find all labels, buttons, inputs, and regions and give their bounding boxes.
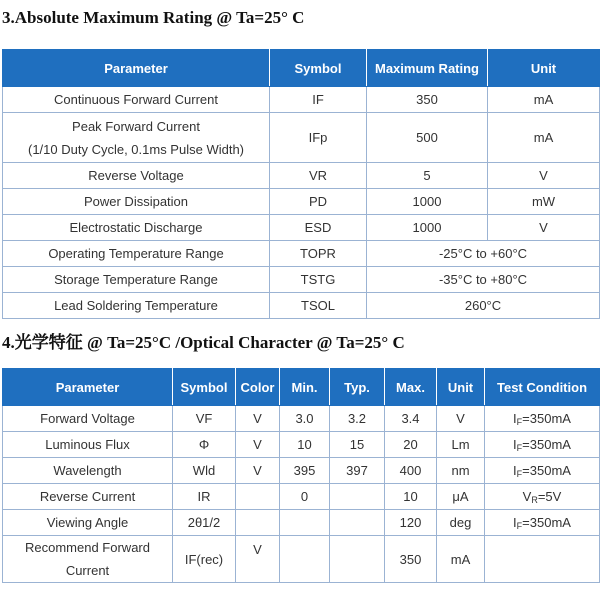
table-header-row	[3, 369, 600, 406]
section-3-title: 3.Absolute Maximum Rating @ Ta=25° C	[2, 8, 305, 27]
section-4-title: 4.光学特征 @ Ta=25°C /Optical Character @ Ta=25° C	[2, 333, 405, 352]
table-row	[3, 510, 600, 536]
param-line-1: Peak Forward Current	[72, 118, 200, 134]
cell-parameter: Luminous Flux	[3, 432, 173, 458]
cell-symbol: IFp	[270, 113, 367, 163]
header-symbol: Symbol	[270, 50, 367, 87]
header-symbol: Symbol	[173, 369, 236, 406]
cell-min: 395	[280, 458, 330, 484]
cell-rating: 1000	[367, 189, 488, 215]
table-row	[3, 293, 600, 319]
param-line-2: (1/10 Duty Cycle, 0.1ms Pulse Width)	[27, 141, 245, 157]
cell-unit: mA	[488, 113, 600, 163]
table-header-row	[3, 50, 600, 87]
cell-rating: -25°C to +60°C	[367, 241, 600, 267]
cell-max: 3.4	[385, 406, 437, 432]
cell-unit: V	[488, 215, 600, 241]
absolute-max-rating-table	[2, 49, 600, 319]
table-row	[3, 406, 600, 432]
header-maximum-rating: Maximum Rating	[367, 50, 488, 87]
header-test-condition: Test Condition	[485, 369, 600, 406]
cell-symbol: TSOL	[270, 293, 367, 319]
cell-symbol: IF	[270, 87, 367, 113]
table-row	[3, 432, 600, 458]
cell-parameter: Electrostatic Discharge	[3, 215, 270, 241]
cell-unit: deg	[437, 510, 485, 536]
cell-unit: V	[488, 163, 600, 189]
cell-max: 350	[385, 536, 437, 583]
cell-unit: mA	[437, 536, 485, 583]
header-parameter: Parameter	[3, 369, 173, 406]
table-row	[3, 458, 600, 484]
cell-symbol: TSTG	[270, 267, 367, 293]
cell-max: 10	[385, 484, 437, 510]
cell-test-condition: $I_F=350mA$	[485, 432, 600, 458]
cell-min: 3.0	[280, 406, 330, 432]
cell-parameter: Power Dissipation	[3, 189, 270, 215]
cell-symbol: ESD	[270, 215, 367, 241]
header-min: Min.	[280, 369, 330, 406]
cell-typ: 15	[330, 432, 385, 458]
header-unit: Unit	[437, 369, 485, 406]
cell-min: 10	[280, 432, 330, 458]
cell-parameter: Operating Temperature Range	[3, 241, 270, 267]
cell-unit: mW	[488, 189, 600, 215]
cell-rating: 1000	[367, 215, 488, 241]
cell-test-condition: $I_F=350mA$	[485, 406, 600, 432]
cell-min	[280, 510, 330, 536]
cell-symbol: PD	[270, 189, 367, 215]
header-color: Color	[236, 369, 280, 406]
header-parameter: Parameter	[3, 50, 270, 87]
cell-typ	[330, 484, 385, 510]
table-row	[3, 215, 600, 241]
cell-parameter: Storage Temperature Range	[3, 267, 270, 293]
cell-min: 0	[280, 484, 330, 510]
cell-symbol: VF	[173, 406, 236, 432]
header-unit: Unit	[488, 50, 600, 87]
cell-unit: mA	[488, 87, 600, 113]
cell-max: 400	[385, 458, 437, 484]
cell-color: V	[236, 458, 280, 484]
table-row	[3, 87, 600, 113]
cell-test-condition: $V_R=5V$	[485, 484, 600, 510]
cell-parameter: Lead Soldering Temperature	[3, 293, 270, 319]
cell-test-condition: $I_F=350mA$	[485, 510, 600, 536]
table-row	[3, 267, 600, 293]
cell-unit: μA	[437, 484, 485, 510]
cell-typ	[330, 536, 385, 583]
cell-unit: V	[437, 406, 485, 432]
cell-min	[280, 536, 330, 583]
cell-typ: 3.2	[330, 406, 385, 432]
table-row	[3, 163, 600, 189]
table-row	[3, 536, 600, 583]
cell-parameter: Reverse Current	[3, 484, 173, 510]
cell-color: V	[236, 432, 280, 458]
cell-rating: 350	[367, 87, 488, 113]
table-row	[3, 189, 600, 215]
cell-symbol: TOPR	[270, 241, 367, 267]
cell-parameter	[3, 113, 270, 163]
cell-symbol: Wld	[173, 458, 236, 484]
cell-test-condition	[485, 536, 600, 583]
cell-typ: 397	[330, 458, 385, 484]
cell-rating: 5	[367, 163, 488, 189]
cell-test-condition: $I_F=350mA$	[485, 458, 600, 484]
cell-symbol: 2θ1/2	[173, 510, 236, 536]
cell-symbol: IR	[173, 484, 236, 510]
cell-max: 120	[385, 510, 437, 536]
cell-rating: -35°C to +80°C	[367, 267, 600, 293]
cell-color: V	[236, 406, 280, 432]
cell-max: 20	[385, 432, 437, 458]
table-row	[3, 484, 600, 510]
cell-parameter	[3, 536, 173, 583]
table-row	[3, 241, 600, 267]
cell-symbol: Φ	[173, 432, 236, 458]
cell-color	[236, 484, 280, 510]
cell-parameter: Continuous Forward Current	[3, 87, 270, 113]
cell-color	[236, 510, 280, 536]
cell-parameter: Forward Voltage	[3, 406, 173, 432]
cell-parameter: Viewing Angle	[3, 510, 173, 536]
param-line-2: Current	[65, 563, 110, 578]
header-typ: Typ.	[330, 369, 385, 406]
cell-unit: nm	[437, 458, 485, 484]
table-row	[3, 113, 600, 163]
optical-character-table	[2, 368, 600, 583]
cell-parameter: Reverse Voltage	[3, 163, 270, 189]
cell-typ	[330, 510, 385, 536]
cell-color: V	[236, 536, 280, 583]
cell-symbol: IF(rec)	[173, 536, 236, 583]
cell-parameter: Wavelength	[3, 458, 173, 484]
param-line-1: Recommend Forward	[25, 540, 150, 555]
cell-symbol: VR	[270, 163, 367, 189]
header-max: Max.	[385, 369, 437, 406]
cell-rating: 500	[367, 113, 488, 163]
cell-unit: Lm	[437, 432, 485, 458]
cell-rating: 260°C	[367, 293, 600, 319]
